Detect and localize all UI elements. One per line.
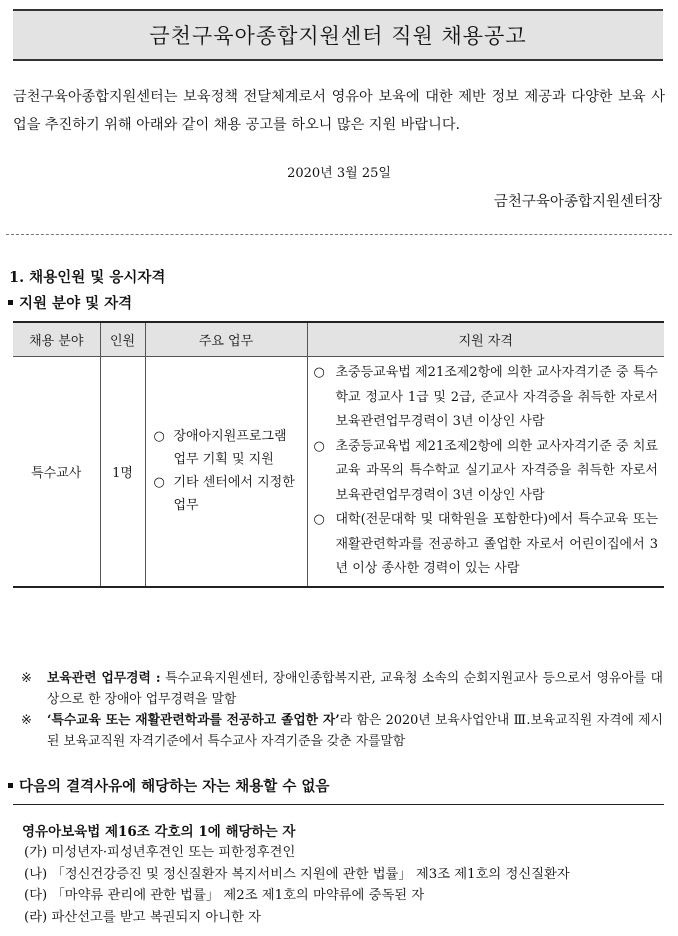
subsection-heading: 지원 분야 및 자격	[8, 292, 132, 313]
header-duties: 주요 업무	[145, 322, 307, 357]
qualification-item: ○ 초중등교육법 제21조제2항에 의한 교사자격기준 중 치료교육 과목의 특수학교 실기교사 자격증을 취득한 자로서 보육관련업무경력이 3년 이상인 사람	[314, 435, 659, 509]
disqualification-list	[24, 842, 570, 928]
circle-marker-icon: ○	[313, 512, 325, 527]
circle-marker-icon: ○	[313, 438, 325, 454]
disqualification-heading: 다음의 결격사유에 해당하는 자는 채용할 수 없음	[8, 775, 329, 796]
list-item: (다) 「마약류 관리에 관한 법률」 제2조 제1호의 마약류에 중독된 자	[24, 888, 425, 903]
heading-underline	[13, 804, 664, 805]
count-cell: 1명	[100, 357, 145, 587]
square-bullet-icon	[8, 300, 13, 305]
qualifications-cell	[307, 357, 664, 587]
recruitment-table	[13, 321, 664, 588]
issuer-name: 금천구육아종합지원센터장	[493, 194, 662, 210]
circle-marker-icon: ○	[153, 429, 165, 445]
intro-paragraph: 금천구육아종합지원센터는 보육정책 전달체계로서 영유아 보육에 대한 제반 정보 제공과 다양한 보육 사업을 추진하기 위해 아래와 같이 채용 공고를 하오니 많은 지원 바랍니다.	[13, 89, 665, 133]
section-heading: 1. 채용인원 및 응시자격	[9, 269, 166, 286]
list-item: (나) 「정신건강증진 및 정신질환자 복지서비스 지원에 관한 법률」 제3조 제1호의 정신질환자	[24, 866, 570, 882]
announcement-date: 2020년 3월 25일	[287, 166, 391, 181]
qualification-item: ○ 초중등교육법 제21조제2항에 의한 교사자격기준 중 특수학교 정교사 1급 및 2급, 준교사 자격증을 취득한 자로서 보육관련업무경력이 3년 이상인 사람	[314, 361, 659, 435]
duty-item: ○ 기타 센터에서 지정한 업무	[154, 471, 303, 517]
reference-mark-icon: ※	[21, 713, 32, 728]
page-title: 금천구육아종합지원센터 직원 채용공고	[13, 9, 663, 61]
header-qualifications: 지원 자격	[307, 322, 664, 357]
note-item: ※ ‘특수교육 또는 재활관련학과를 전공하고 졸업한 자’라 함은 2020년 보육사업안내 Ⅲ.보육교직원 자격에 제시된 보육교직원 자격기준에서 특수교사 자격기준을 갖춘 자를말함	[13, 710, 663, 752]
reference-mark-icon: ※	[21, 671, 32, 686]
list-item: (라) 파산선고를 받고 복권되지 아니한 자	[24, 909, 262, 925]
disqualification-law: 영유아보육법 제16조 각호의 1에 해당하는 자	[22, 824, 296, 840]
field-cell: 특수교사	[13, 357, 100, 587]
table-row	[13, 357, 664, 587]
notes-block	[13, 668, 663, 752]
duties-cell	[145, 357, 307, 587]
qualification-item: ○ 대학(전문대학 및 대학원을 포함한다)에서 특수교육 또는 재활관련학과를 전공하고 졸업한 자로서 어린이집에서 3년 이상 종사한 경력이 있는 사람	[314, 508, 659, 582]
circle-marker-icon: ○	[153, 475, 165, 491]
list-item: (가) 미성년자·피성년후견인 또는 피한정후견인	[24, 845, 296, 860]
note-item: ※ 보육관련 업무경력 : 특수교육지원센터, 장애인종합복지관, 교육청 소속의 순회지원교사 등으로서 영유아를 대상으로 한 장애아 업무경력을 말함	[13, 668, 663, 710]
square-bullet-icon	[8, 783, 13, 788]
dotted-divider	[6, 234, 672, 235]
circle-marker-icon: ○	[313, 365, 325, 380]
table-header-row	[13, 322, 664, 357]
header-field: 채용 분야	[13, 322, 100, 357]
header-count: 인원	[100, 322, 145, 357]
duty-item: ○ 장애아지원프로그램 업무 기획 및 지원	[154, 425, 303, 471]
